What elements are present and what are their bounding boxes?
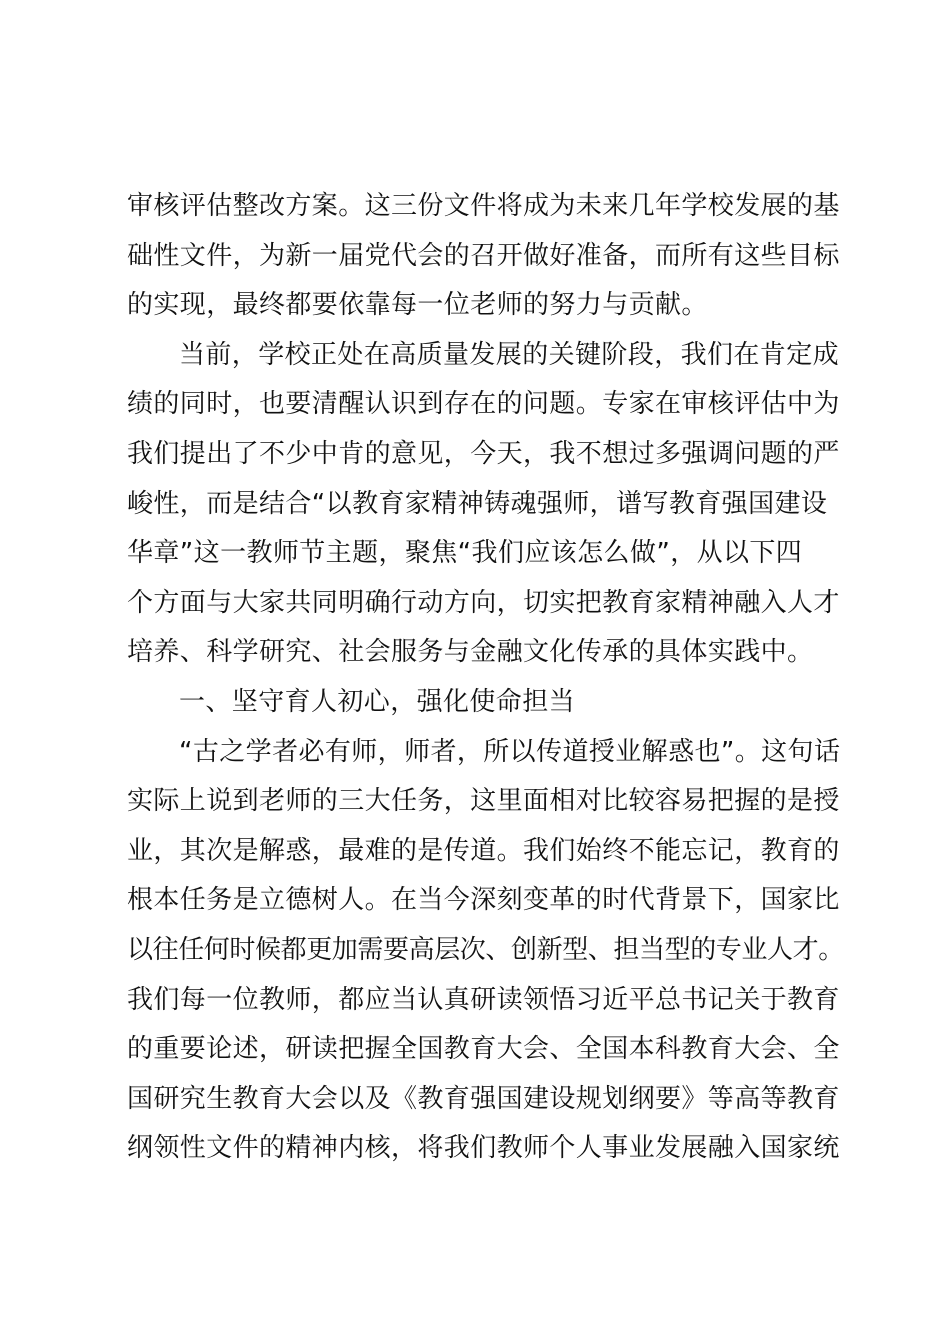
text-line: 绩的同时，也要清醒认识到存在的问题。专家在审核评估中为 [127, 389, 840, 420]
text-line: 我们每一位教师，都应当认真研读领悟习近平总书记关于教育 [127, 984, 840, 1015]
text-line: 业，其次是解惑，最难的是传道。我们始终不能忘记，教育的 [127, 835, 840, 866]
text-line: 纲领性文件的精神内核，将我们教师个人事业发展融入国家统 [127, 1133, 840, 1164]
text-line: 我们提出了不少中肯的意见，今天，我不想过多强调问题的严 [127, 438, 840, 469]
text-line: 培养、科学研究、社会服务与金融文化传承的具体实践中。 [127, 637, 814, 668]
text-line: 的实现，最终都要依靠每一位老师的努力与贡献。 [127, 290, 708, 321]
text-line: 华章”这一教师节主题，聚焦“我们应该怎么做”，从以下四 [127, 538, 803, 569]
text-line: 实际上说到老师的三大任务，这里面相对比较容易把握的是授 [127, 786, 840, 817]
paragraph-first-line: “古之学者必有师，师者，所以传道授业解惑也”。这句话 [179, 736, 841, 767]
paragraph-first-line: 当前，学校正处在高质量发展的关键阶段，我们在肯定成 [179, 339, 840, 370]
document-body [127, 182, 847, 1174]
text-line: 础性文件，为新一届党代会的召开做好准备，而所有这些目标 [127, 240, 840, 271]
text-line: 根本任务是立德树人。在当今深刻变革的时代背景下，国家比 [127, 885, 840, 916]
text-line: 以往任何时候都更加需要高层次、创新型、担当型的专业人才。 [127, 934, 844, 965]
text-line: 的重要论述，研读把握全国教育大会、全国本科教育大会、全 [127, 1034, 840, 1065]
text-line: 国研究生教育大会以及《教育强国建设规划纲要》等高等教育 [127, 1083, 840, 1114]
text-line: 个方面与大家共同明确行动方向，切实把教育家精神融入人才 [127, 587, 840, 618]
text-line: 审核评估整改方案。这三份文件将成为未来几年学校发展的基 [127, 191, 840, 221]
section-heading: 一、坚守育人初心，强化使命担当 [179, 686, 576, 717]
text-line: 峻性，而是结合“以教育家精神铸魂强师，谱写教育强国建设 [127, 488, 828, 519]
